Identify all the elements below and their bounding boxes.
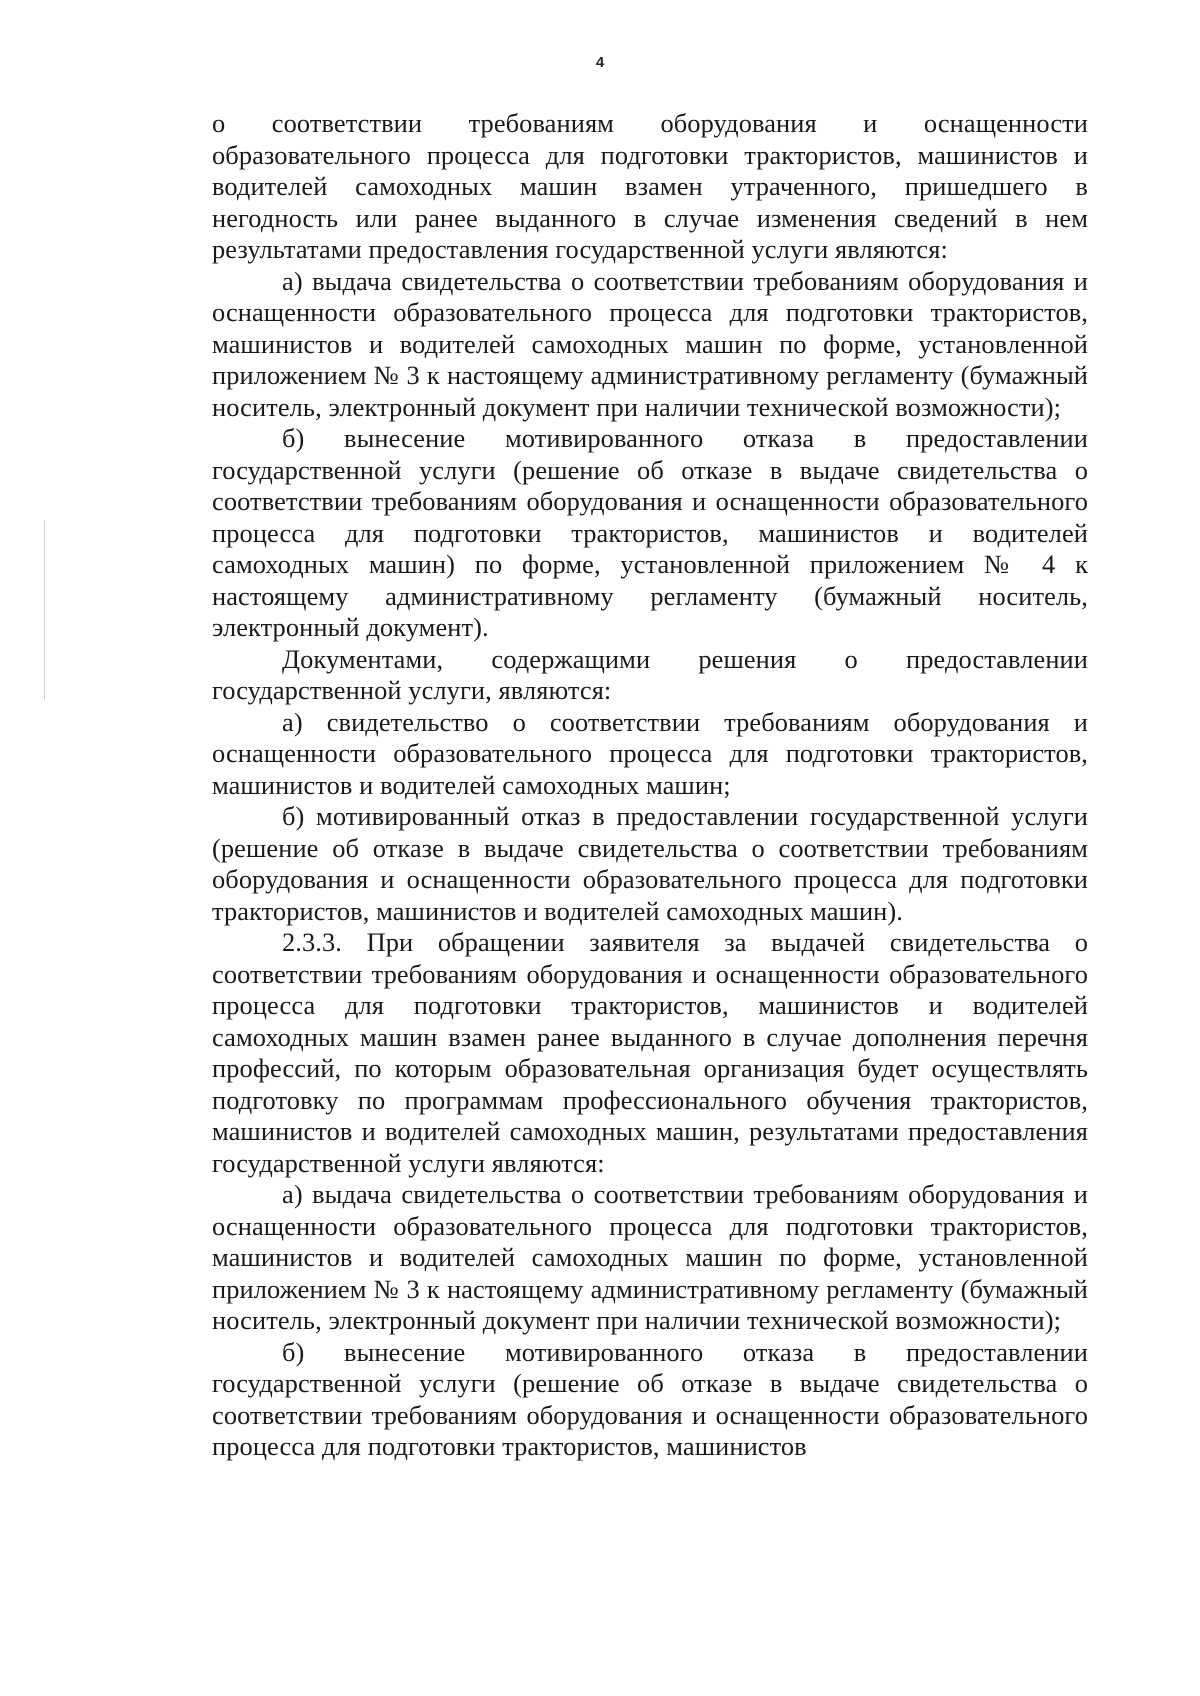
document-body <box>212 108 1088 1463</box>
paragraph-item-a-issue: а) выдача свидетельства о соответствии требованиям оборудования и оснащенности образовательного процесса для подготовки трактористов, машинистов и водителей самоходных машин по форме, установленной приложением № 3 к настоящему административному регламенту (бумажный носитель, электронный документ при наличии технической возможности); <box>212 265 1088 422</box>
page-number: 4 <box>595 54 605 71</box>
paragraph-item-a-certificate: а) свидетельство о соответствии требованиям оборудования и оснащенности образовательного процесса для подготовки трактористов, машинистов и водителей самоходных машин; <box>212 706 1088 800</box>
paragraph-item-a-issue-2: а) выдача свидетельства о соответствии требованиям оборудования и оснащенности образовательного процесса для подготовки трактористов, машинистов и водителей самоходных машин по форме, установленной приложением № 3 к настоящему административному регламенту (бумажный носитель, электронный документ при наличии технической возможности); <box>212 1179 1088 1335</box>
scan-edge-mark <box>44 520 45 700</box>
paragraph-item-b-refusal: б) вынесение мотивированного отказа в предоставлении государственной услуги (решение об отказе в выдаче свидетельства о соответствии требованиям оборудования и оснащенности образовательного процесса для подготовки трактористов, машинистов и водителей самоходных машин) по форме, установленной приложением № 4 к настоящему административному регламенту (бумажный носитель, электронный документ). <box>212 423 1088 642</box>
paragraph-section-2-3-3: 2.3.3. При обращении заявителя за выдачей свидетельства о соответствии требованиям оборудования и оснащенности образовательного процесса для подготовки трактористов, машинистов и водителей самоходных машин взамен ранее выданного в случае дополнения перечня профессий, по которым образовательная организация будет осуществлять подготовку по программам профессионального обучения трактористов, машинистов и водителей самоходных машин, результатами предоставления государственной услуги являются: <box>212 927 1088 1178</box>
paragraph-decision-documents: Документами, содержащими решения о предоставлении государственной услуги, являются: <box>212 643 1088 705</box>
paragraph-item-b-refusal-2: б) вынесение мотивированного отказа в предоставлении государственной услуги (решение об отказе в выдаче свидетельства о соответствии требованиям оборудования и оснащенности образовательного процесса для подготовки трактористов, машинистов <box>212 1336 1088 1461</box>
paragraph-results-replacement: о соответствии требованиям оборудования и оснащенности образовательного процесса для подготовки трактористов, машинистов и водителей самоходных машин взамен утраченного, пришедшего в негодность или ранее выданного в случае изменения сведений в нем результатами предоставления государственной услуги являются: <box>212 108 1088 264</box>
paragraph-item-b-refusal-doc: б) мотивированный отказ в предоставлении государственной услуги (решение об отказе в выдаче свидетельства о соответствии требованиям оборудования и оснащенности образовательного процесса для подготовки трактористов, машинистов и водителей самоходных машин). <box>212 801 1088 926</box>
